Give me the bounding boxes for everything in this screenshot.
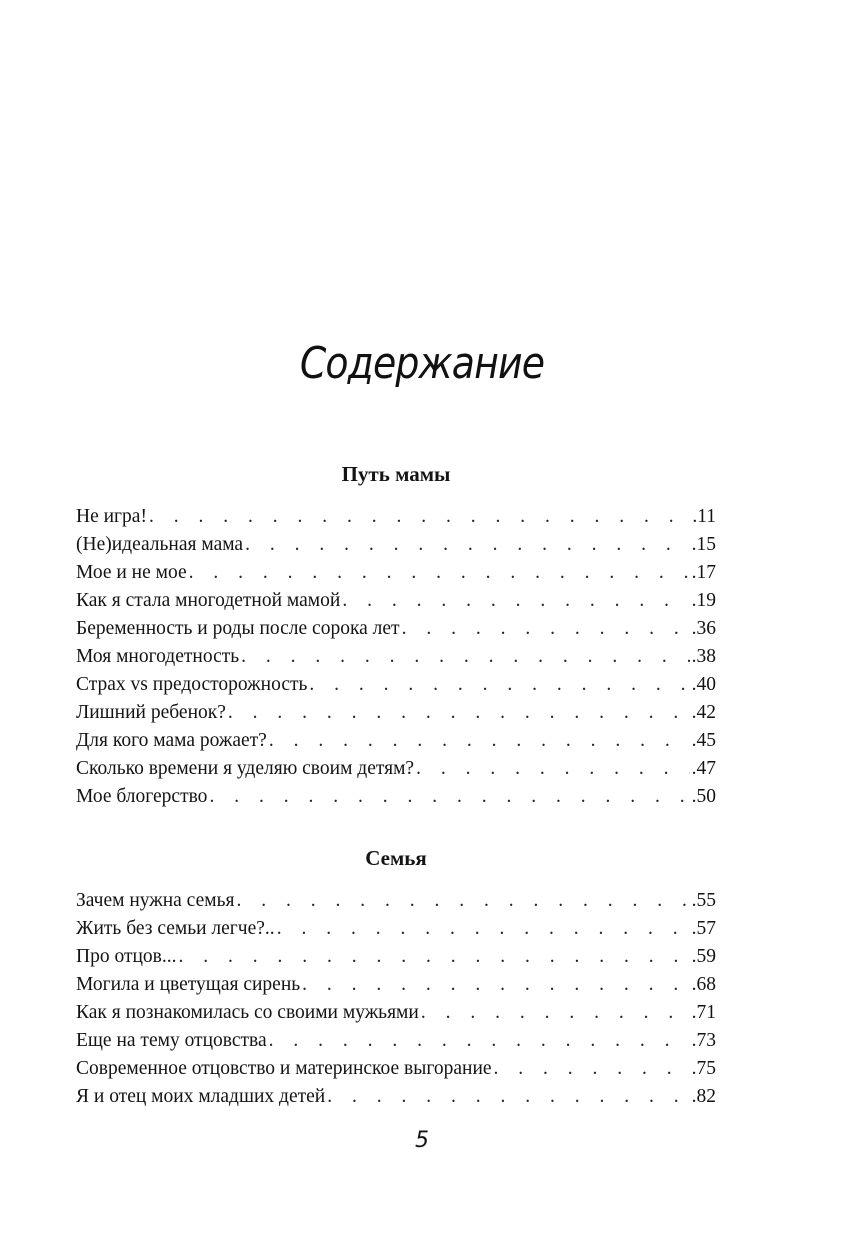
toc-entry-title: Беременность и роды после сорока лет [76,618,400,639]
toc-entry [76,943,716,971]
toc-entry [76,887,716,915]
section-heading: Путь мамы [341,462,451,486]
toc-entry [76,615,716,643]
toc-entry-page: .36 [691,618,716,639]
toc-entry [76,1055,716,1083]
toc-entry-page: .57 [691,918,716,939]
toc-entry [76,971,716,999]
toc-entry-title: Как я познакомилась со своими мужьями [76,1002,419,1023]
toc-entry-title: Еще на тему отцовства [76,1030,267,1051]
toc-entry-title: Зачем нужна семья [76,890,235,911]
dot-leader [421,999,690,1027]
dot-leader [494,1055,690,1083]
toc-entry-page: .40 [691,674,716,695]
toc-list [76,887,716,1111]
dot-leader [342,587,689,615]
toc-entry [76,999,716,1027]
toc-entry [76,531,716,559]
dot-leader [236,887,689,915]
toc-list [76,503,716,811]
toc-entry-page: .42 [691,702,716,723]
toc-entry-page: .73 [691,1030,716,1051]
dot-leader [269,727,690,755]
toc-entry-title: Моя многодетность [76,646,240,667]
toc-entry-title: (Не)идеальная мама [76,534,244,555]
toc-entry-page: .55 [691,890,716,911]
dot-leader [277,915,690,943]
dot-leader [309,671,689,699]
toc-entry [76,699,716,727]
toc-entry-page: .38 [691,646,716,667]
toc-entry-title: Современное отцовство и материнское выгорание [76,1058,492,1079]
dot-leader [302,971,689,999]
toc-entry [76,587,716,615]
toc-entry-title: Страх vs предосторожность [76,674,308,695]
toc-entry-page: .68 [691,974,716,995]
toc-section-family [76,843,716,1111]
toc-entry-page: .19 [691,590,716,611]
toc-entry-title: Для кого мама рожает? [76,730,267,751]
dot-leader [416,755,690,783]
toc-entry [76,783,716,811]
toc-entry [76,559,716,587]
section-heading: Семья [365,846,427,870]
toc-entry [76,727,716,755]
toc-entry-title: Я и отец моих младших детей [76,1086,326,1107]
page-title: Содержание [299,338,545,389]
toc-entry-page: .82 [691,1086,716,1107]
dot-leader [241,643,689,671]
toc-entry-page: .11 [692,506,716,527]
dot-leader [327,1083,689,1111]
toc-entry [76,755,716,783]
toc-entry [76,671,716,699]
dot-leader [189,559,690,587]
toc-entry-title: Мое и не мое [76,562,187,583]
toc-entry-title: Жить без семьи легче?.. [76,918,275,939]
dot-leader [179,943,690,971]
toc-entry [76,1027,716,1055]
toc-entry-page: .17 [691,562,716,583]
toc-entry [76,1083,716,1111]
toc-entry-title: Могила и цветущая сирень [76,974,301,995]
toc-entry [76,643,716,671]
toc-entry-page: .71 [691,1002,716,1023]
toc-entry [76,915,716,943]
toc-entry-title: Сколько времени я уделяю своим детям? [76,758,415,779]
toc-entry [76,503,716,531]
toc-entry-page: .45 [691,730,716,751]
toc-entry-page: .59 [691,946,716,967]
page-number: 5 [415,1128,429,1153]
toc-entry-page: .15 [691,534,716,555]
toc-entry-title: Про отцов... [76,946,177,967]
toc-entry-title: Мое блогерство [76,786,208,807]
toc-entry-page: .50 [691,786,716,807]
dot-leader [209,783,689,811]
dot-leader [228,699,690,727]
toc-entry-page: .47 [691,758,716,779]
dot-leader [245,531,690,559]
toc-section-mom-path [76,459,716,811]
toc-entry-title: Не игра! [76,506,147,527]
dot-leader [269,1027,690,1055]
toc-entry-page: .75 [691,1058,716,1079]
toc-entry-title: Как я стала многодетной мамой [76,590,341,611]
dot-leader [149,503,690,531]
dot-leader [402,615,690,643]
toc-entry-title: Лишний ребенок? [76,702,226,723]
